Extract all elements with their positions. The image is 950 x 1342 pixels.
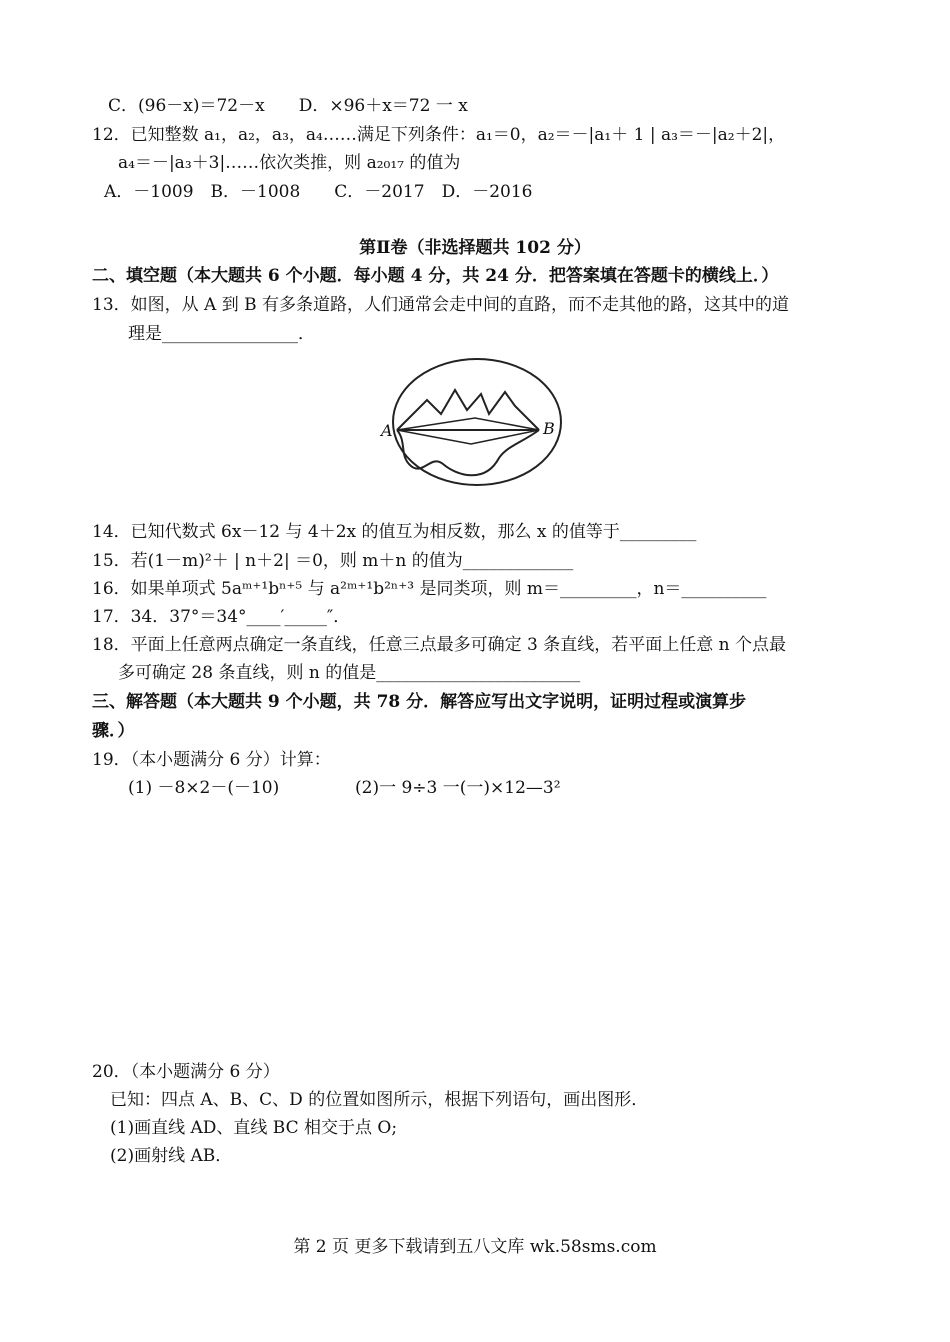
q13-line2: 理是________________．: [128, 324, 315, 344]
wavy-lower-path: [397, 430, 539, 475]
q20-line2: (1)画直线 AD、直线 BC 相交于点 O;: [110, 1118, 398, 1138]
q12-line1: 12．已知整数 a₁，a₂，a₃，a₄……满足下列条件：a₁＝0，a₂＝－|a₁＋ 1 | a₃＝－|a₂＋2|，: [92, 125, 786, 145]
q19-title: 19．（本小题满分 6 分）计算：: [92, 750, 331, 770]
circle-path: [393, 359, 561, 485]
q11-options: C．(96－x)＝72－x D．×96＋x＝72 一 x: [108, 96, 468, 116]
q12-options: A．－1009 B．－1008 C．－2017 D．－2016: [104, 182, 533, 202]
q13-road-figure: [375, 352, 570, 500]
fill-in-heading: 二、填空题（本大题共 6 个小题．每小题 4 分，共 24 分．把答案填在答题卡的横线上．）: [92, 266, 779, 286]
q16: 16．如果单项式 5aᵐ⁺¹bⁿ⁺⁵ 与 a²ᵐ⁺¹b²ⁿ⁺³ 是同类项，则 m＝_________，n＝__________: [92, 579, 767, 599]
q18-line1: 18．平面上任意两点确定一条直线，任意三点最多可确定 3 条直线，若平面上任意 n 个点最: [92, 635, 787, 655]
solve-heading-line2: 骤．）: [92, 721, 135, 741]
upper-thin-path: [397, 418, 539, 430]
point-b-label: B: [543, 419, 555, 438]
page-footer: 第 2 页 更多下载请到五八文库 wk.58sms.com: [293, 1237, 657, 1257]
q17: 17．34．37°＝34°____′_____″．: [92, 607, 351, 627]
section2-title: 第Ⅱ卷（非选择题共 102 分）: [359, 238, 591, 258]
q20-line3: (2)画射线 AB．: [110, 1146, 233, 1166]
q20-line1: 已知：四点 A、B、C、D 的位置如图所示，根据下列语句，画出图形．: [110, 1090, 649, 1110]
q19-part1: (1) －8×2－(－10): [128, 778, 280, 798]
lower-thin-path: [397, 430, 539, 444]
point-a-label: A: [381, 421, 393, 440]
q18-line2: 多可确定 28 条直线，则 n 的值是________________________: [118, 663, 581, 683]
q15: 15．若(1－m)²＋ | n＋2| ＝0，则 m＋n 的值为_____________: [92, 551, 574, 571]
q14: 14．已知代数式 6x－12 与 4＋2x 的值互为相反数，那么 x 的值等于_________: [92, 522, 697, 542]
q19-part2: (2)一 9÷3 一(一)×12—3²: [355, 778, 561, 798]
zigzag-path: [397, 390, 539, 430]
q13-line1: 13．如图，从 A 到 B 有多条道路，人们通常会走中间的直路，而不走其他的路，这其中的道: [92, 295, 790, 315]
q20-title: 20．（本小题满分 6 分）: [92, 1062, 280, 1082]
solve-heading-line1: 三、解答题（本大题共 9 个小题，共 78 分．解答应写出文字说明，证明过程或演算步: [92, 692, 747, 712]
q12-line2: a₄＝－|a₃＋3|……依次类推，则 a₂₀₁₇ 的值为: [118, 153, 461, 173]
